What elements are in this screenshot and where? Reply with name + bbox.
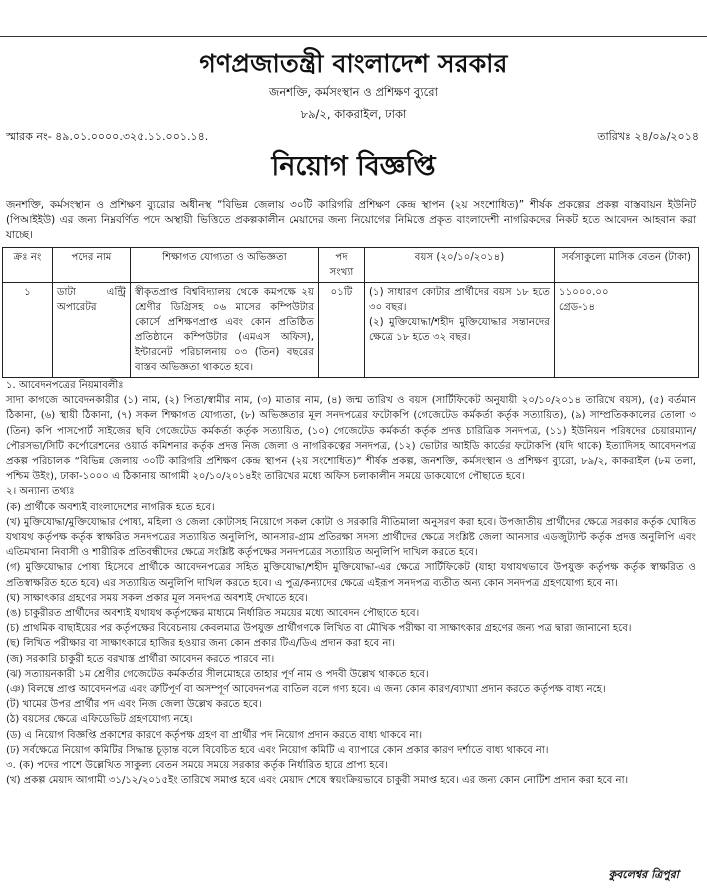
rule-item: (ঞ) বিলম্বে প্রাপ্ত আবেদনপত্র এবং ত্রুটিপূর্ণ বা অসম্পূর্ণ আবেদনপত্র বাতিল বলে গণ্য হবে। এ জন্য কোন কারণ/ব্যাখ্যা প্রদান করতে কর্তৃপক্ষ বাধ্য নহে।	[6, 684, 606, 696]
top-border-line	[0, 36, 707, 37]
header-age: বয়স (২০/১০/২০১৪)	[365, 248, 555, 283]
intro-paragraph: জনশক্তি, কর্মসংস্থান ও প্রশিক্ষণ ব্যুরোর অধীনস্থ “বিভিন্ন জেলায় ৩০টি কারিগরি প্রশিক্ষণ কেন্দ্র স্থাপন (২য় সংশোধিত)” শীর্ষক প্রকল্পের প্রকল্প বাস্তবায়ন ইউনিট (পিআইইউ) এর জন্য নিম্নবর্ণিত পদে অস্থায়ী ভিত্তিতে প্রকল্পকালীন মেয়াদের জন্য নিয়োগের নিমিত্তে প্রকৃত বাংলাদেশী নাগরিকদের নিকট হতে আবেদন আহবান করা যাচ্ছে।	[6, 199, 696, 241]
header-serial: ক্রঃ নং	[3, 248, 53, 283]
rule-item: (জ) সরকারি চাকুরী হতে বরখাস্ত প্রার্থীরা আবেদন করতে পারবে না।	[6, 653, 275, 665]
rules-section	[6, 378, 696, 788]
bureau-name: জনশক্তি, কর্মসংস্থান ও প্রশিক্ষণ ব্যুরো	[269, 85, 438, 99]
rule-item: (ট) খামের উপর প্রার্থীর পদ এবং নিজ জেলা উল্লেখ করতে হবে।	[6, 699, 262, 711]
signature-name: কুবলেশ্বর ত্রিপুরা	[608, 868, 679, 881]
notice-title: নিয়োগ বিজ্ঞপ্তি	[271, 151, 436, 182]
application-instructions: সাদা কাগজে আবেদনকারীর (১) নাম, (২) পিতা/স্বামীর নাম, (৩) মাতার নাম, (৪) জন্ম তারিখ ও বয়স (সার্টিফিকেট অনুযায়ী ২০/১০/২০১৪ তারিখে বয়স), (৫) বর্তমান ঠিকানা, (৬) স্থায়ী ঠিকানা, (৭) সকল শিক্ষাগত যোগ্যতা, (৮) অভিজ্ঞতার মূল সনদপত্রের ফটোকপি (গেজেটেড কর্মকর্তা কর্তৃক সত্যায়িত), (৯) সাম্প্রতিককালের তোলা ৩ (তিন) কপি পাসপোর্ট সাইজের ছবি গেজেটেড কর্মকর্তা কর্তৃক সত্যায়িত, (১০) গেজেটেড কর্মকর্তা কর্তৃক প্রদত্ত চারিত্রিক সনদপত্র, (১১) ইউনিয়ন পরিষদের চেয়ারম্যান/পৌরসভা/সিটি কর্পোরেশনের ওয়ার্ড কমিশনার কর্তৃক প্রদত্ত নিজ জেলা ও নাগরিকত্বের সনদপত্র, (১২) ভোটার আইডি কার্ডের ফটোকপি (যদি থাকে) ইত্যাদিসহ আবেদনপত্র প্রকল্প পরিচালক “বিভিন্ন জেলায় ৩০টি কারিগরি প্রশিক্ষণ কেন্দ্র স্থাপন (২য় সংশোধিত)” শীর্ষক প্রকল্প, জনশক্তি, কর্মসংস্থান ও প্রশিক্ষণ ব্যুরো, ৮৯/২, কাকরাইল (৮ম তলা, পশ্চিম উইং), ঢাকা-১০০০ এ ঠিকানায় আগামী ২০/১০/২০১৪ইং তারিখের মধ্যে অফিস চলাকালীন সময়ে ডাকযোগে পৌছাতে হবে।	[6, 395, 696, 483]
table-row	[3, 283, 699, 378]
rule-item: (চ) প্রাথমিক বাছাইয়ের পর কর্তৃপক্ষের বিবেচনায় কেবলমাত্র উপযুক্ত প্রার্থীগণকে লিখিত বা মৌখিক পরীক্ষা বা সাক্ষাৎকার গ্রহণের জন্য পত্র দ্বারা জানানো হবে।	[6, 623, 632, 635]
rule-item: (খ) প্রকল্প মেয়াদ আগামী ৩১/১২/২০১৫ইং তারিখে সমাপ্ত হবে এবং মেয়াদ শেষে স্বয়ংক্রিয়ভাবে চাকুরী সমাপ্ত হবে। এর জন্য কোন নোটিশ প্রদান করা হবে না।	[6, 775, 629, 787]
cell-count: ০১টি	[319, 283, 365, 378]
header-qualification: শিক্ষাগত যোগ্যতা ও অভিজ্ঞতা	[131, 248, 319, 283]
rules-heading-1: ১. আবেদনপত্রের নিয়মাবলীঃ	[6, 380, 124, 391]
salary-grade: গ্রেড-১৪	[559, 302, 596, 313]
rule-item: (ঢ) সর্বক্ষেত্রে নিয়োগ কমিটির সিদ্ধান্ত চূড়ান্ত বলে বিবেচিত হবে এবং নিয়োগ কমিটি এ ব্যাপারে কোন প্রকার কারণ দর্শাতে বাধ্য থাকবে না।	[6, 744, 549, 756]
cell-age	[365, 283, 555, 378]
header-post: পদের নাম	[53, 248, 131, 283]
rules-heading-2: ২। অন্যান্য তথ্যঃ	[6, 486, 75, 498]
rule-item: (ঠ) বয়সের ক্ষেত্রে এফিডেভিট গ্রহণযোগ্য নহে।	[6, 714, 193, 726]
rule-item: (ঙ) চাকুরীরত প্রার্থীদের অবশ্যই যথাযথ কর্তৃপক্ষের মাধ্যমে নির্ধারিত সময়ের মধ্যে আবেদন পৌছাতে হবে।	[6, 608, 420, 620]
rule-item: ৩. (ক) পদের পাশে উল্লেখিত সাকুল্য বেতন সময়ে সময়ে সরকার কর্তৃক নির্ধারিত হারে প্রাপ্য হবে।	[6, 760, 388, 772]
rule-item: (ক) প্রার্থীকে অবশ্যই বাংলাদেশের নাগরিক হতে হবে।	[6, 501, 215, 513]
rule-item: (ড) এ নিয়োগ বিজ্ঞপ্তি প্রকাশের কারণে কর্তৃপক্ষ গ্রহণ বা প্রার্থীর পদ নিয়োগ প্রদান করতে বাধ্য থাকবে না।	[6, 729, 423, 741]
memo-number: স্মারক নং- ৪৯.০১.০০০০.৩২৫.১১.০০১.১৪.	[6, 130, 209, 143]
vacancy-table	[2, 247, 699, 378]
age-general: (১) সাধারণ কোটার প্রার্থীদের বয়স ১৮ হতে ৩০ বছর।	[369, 287, 550, 313]
notice-date: তারিখঃ ২৪/০৯/২০১৪	[597, 130, 699, 143]
office-address: ৮৯/২, কাকরাইল, ঢাকা	[300, 107, 407, 121]
rule-item: (ঘ) সাক্ষাৎকার গ্রহণের সময় সকল প্রকার মূল সনদপত্র অবশ্যই দেখাতে হবে।	[6, 592, 309, 604]
rule-item: (ছ) লিখিত পরীক্ষার বা সাক্ষাৎকারে হাজির হওয়ার জন্য কোন প্রকার টিএ/ডিএ প্রদান করা হবে না।	[6, 638, 395, 650]
header-count: পদ সংখ্যা	[319, 248, 365, 283]
government-name: গণপ্রজাতন্ত্রী বাংলাদেশ সরকার	[199, 49, 508, 78]
cell-post: ডাটা এন্ট্রি অপারেটর	[53, 283, 131, 378]
rule-item: (ঝ) সত্যায়নকারী ১ম শ্রেণীর গেজেটেড কর্মকর্তার সীলমোহরে তাহার পূর্ণ নাম ও পদবী উল্লেখ থাকতে হবে।	[6, 668, 429, 680]
salary-amount: ১১০০০.০০	[559, 287, 609, 298]
rule-item: (গ) মুক্তিযোদ্ধার পোষ্য হিসেবে প্রার্থীকে আবেদনপত্রের সহিত মুক্তিযোদ্ধা/শহীদ মুক্তিযোদ্ধা-এর ক্ষেত্রে সার্টিফিকেট (যাহা যথাযথভাবে উপযুক্ত কর্তৃপক্ষ কর্তৃক স্বাক্ষরিত ও প্রতিস্বাক্ষরিত হতে হবে) এর সত্যায়িত অনুলিপি দাখিল করতে হবে। এ পুত্র/কন্যাদের ক্ষেত্রে এইরূপ সনদপত্র ব্যতীত অন্য কোন সনদপত্র গ্রহণযোগ্য হবে না।	[6, 562, 696, 589]
header-salary: সর্বসাকুল্যে মাসিক বেতন (টাকা)	[555, 248, 699, 283]
age-freedom-fighter: (২) মুক্তিযোদ্ধা/শহীদ মুক্তিযোদ্ধার সন্তানদের ক্ষেত্রে ১৮ হতে ৩২ বছর।	[369, 317, 550, 343]
cell-serial: ১	[3, 283, 53, 378]
table-header-row	[3, 248, 699, 283]
rule-item: (খ) মুক্তিযোদ্ধা/মুক্তিযোদ্ধার পোষ্য, মহিলা ও জেলা কোটাসহ নিয়োগে সকল কোটা ও সরকারি নীতিমালা অনুসরণ করা হবে। উপজাতীয় প্রার্থীদের ক্ষেত্রে সরকার কর্তৃক ঘোষিত যথাযথ কর্তৃপক্ষ কর্তৃক স্বাক্ষরিত সনদপত্রের সত্যায়িত অনুলিপি, আনসার-গ্রাম প্রতিরক্ষা সদস্য প্রার্থীদের ক্ষেত্রে সংশ্লিষ্ট জেলা আনসার এডজুট্যান্ট কর্তৃক প্রদত্ত অনুলিপি এবং এতিমখানা নিবাসী ও শারীরিক প্রতিবন্ধীদের ক্ষেত্রে সংশ্লিষ্ট কর্তৃপক্ষের সনদপত্রের সত্যায়িত অনুলিপি দাখিল করতে হবে।	[6, 516, 696, 559]
cell-salary	[555, 283, 699, 378]
cell-qualification: স্বীকৃতপ্রাপ্ত বিশ্ববিদ্যালয় থেকে কমপক্ষে ২য় শ্রেণীর ডিগ্রিসহ ০৬ মাসের কম্পিউটার কোর্সে প্রশিক্ষণপ্রাপ্ত এবং কোন প্রতিষ্ঠিত প্রতিষ্ঠানে কম্পিউটার (এমএস অফিস), ইন্টারনেট পরিচালনায় ০৩ (তিন) বছরের বাস্তব অভিজ্ঞতা থাকতে হবে।	[131, 283, 319, 378]
